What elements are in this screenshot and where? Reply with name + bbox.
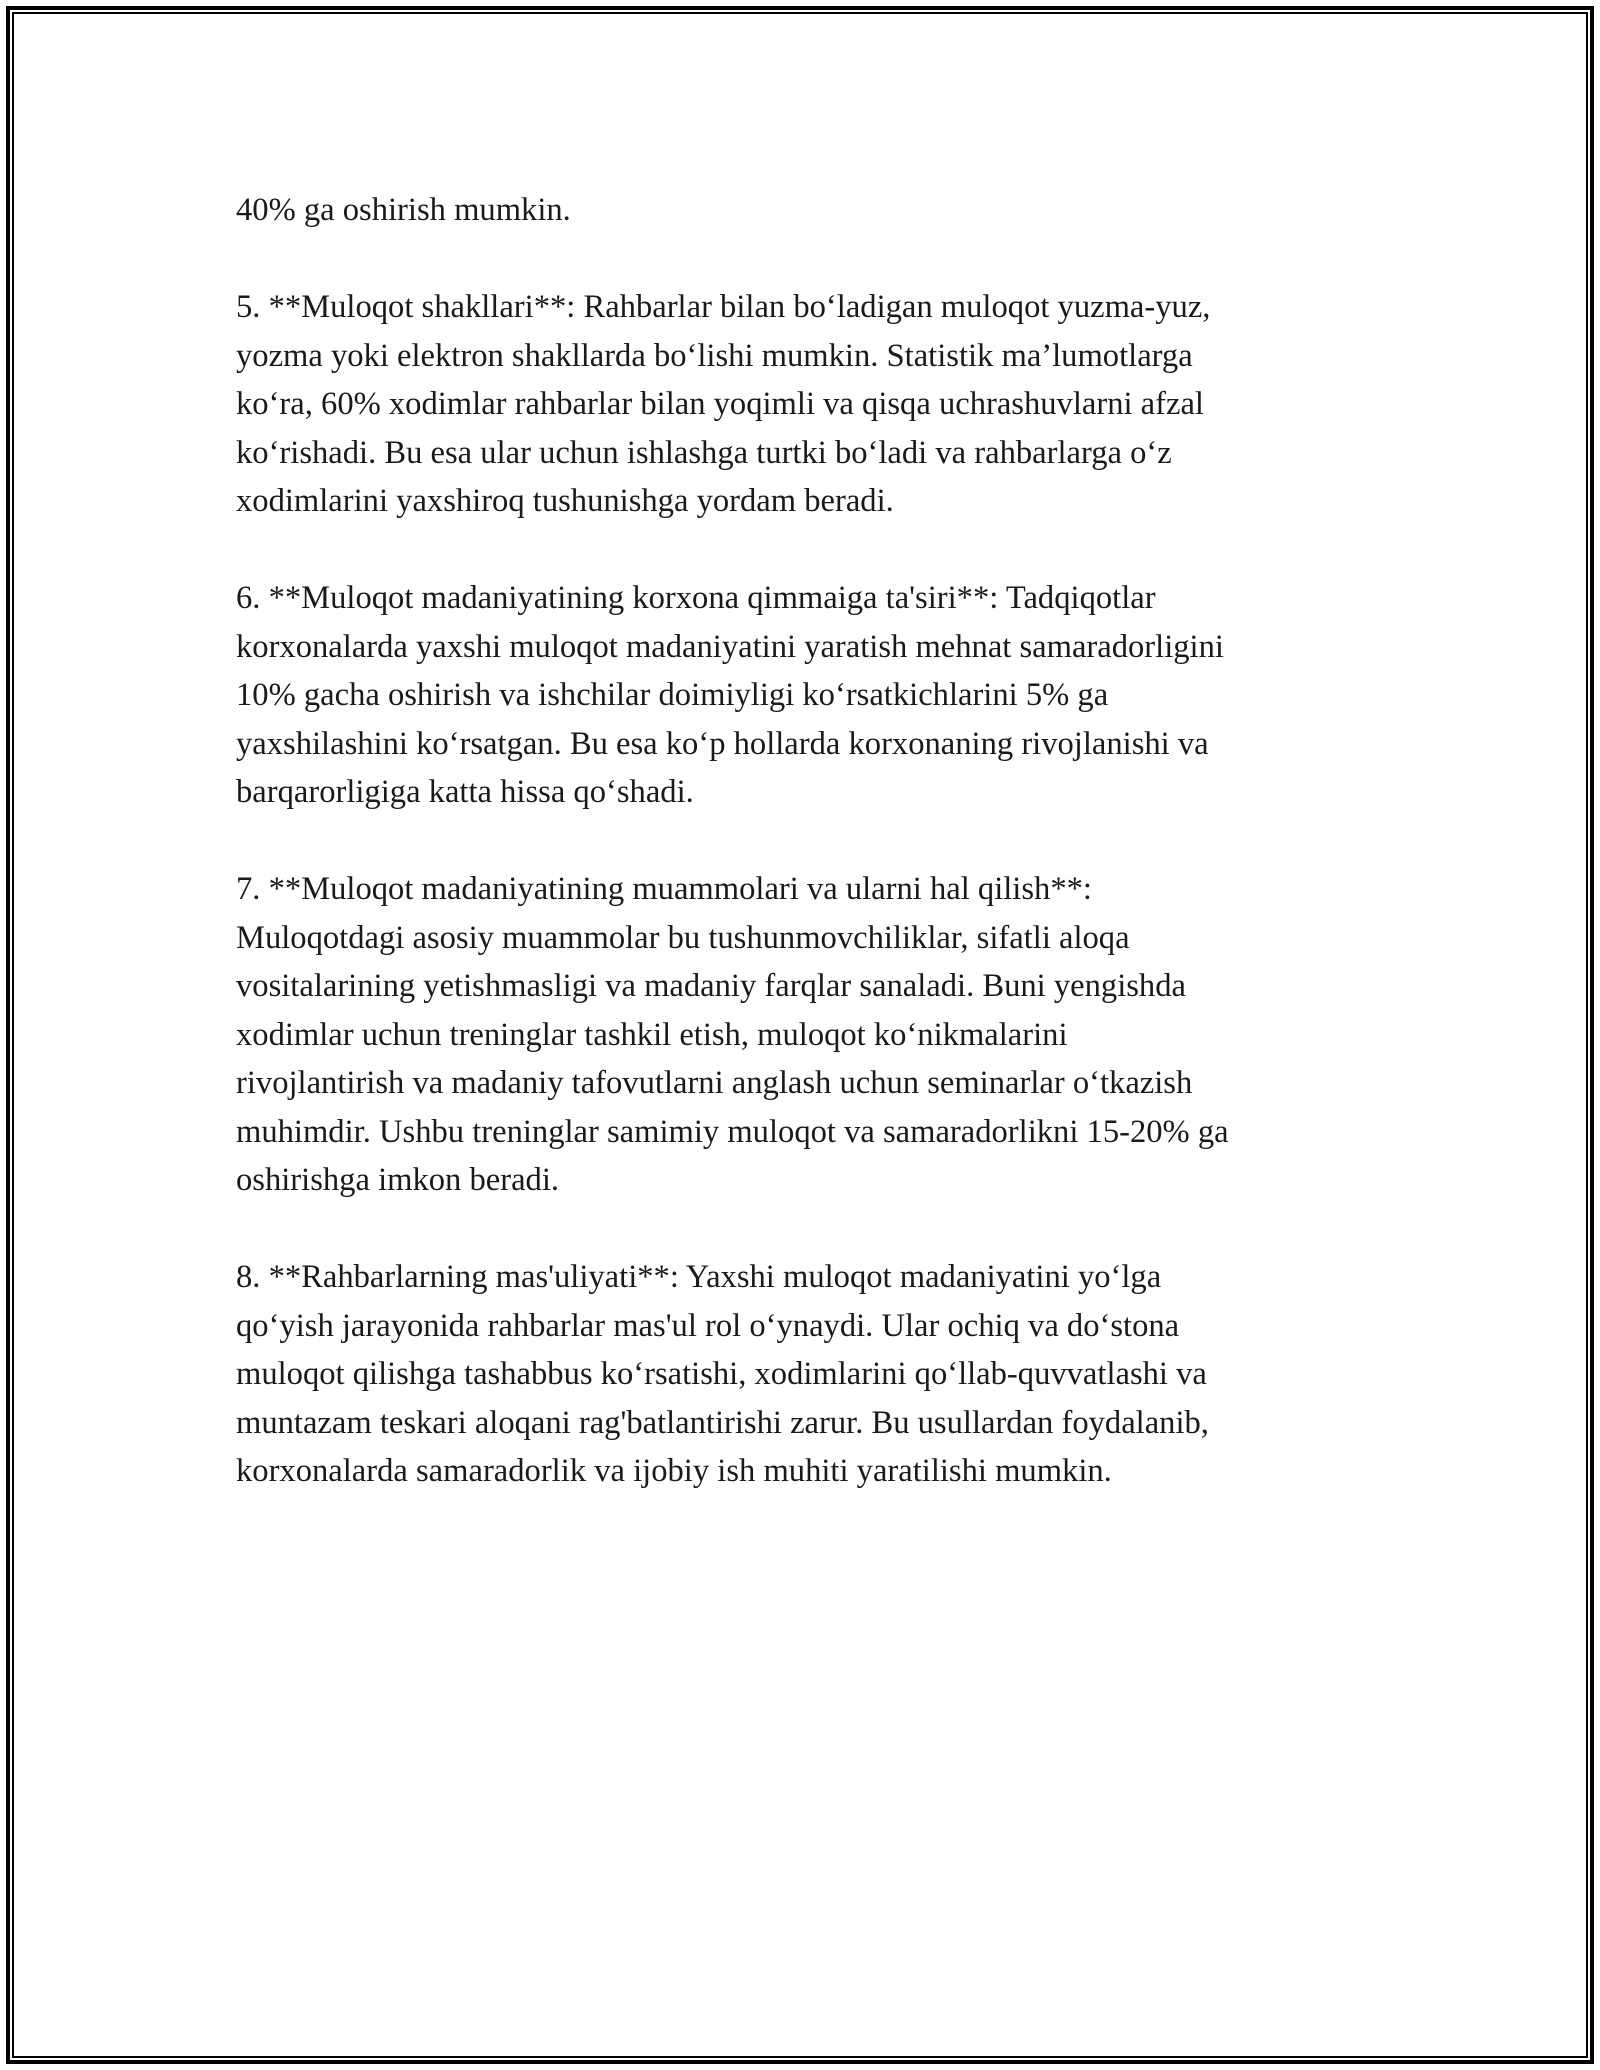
text-line: Muloqotdagi asosiy muammolar bu tushunmovchiliklar, sifatli aloqa <box>236 919 1130 956</box>
text-line: xodimlar uchun treninglar tashkil etish, muloqot ko‘nikmalarini <box>236 1016 1068 1053</box>
paragraph-item-5 <box>236 283 1376 526</box>
text-line: yozma yoki elektron shakllarda bo‘lishi mumkin. Statistik ma’lumotlarga <box>236 337 1193 374</box>
text-line: muhimdir. Ushbu treninglar samimiy muloqot va samaradorlikni 15-20% ga <box>236 1113 1229 1150</box>
text-line: 40% ga oshirish mumkin. <box>236 192 571 228</box>
paragraph-item-7 <box>236 865 1376 1205</box>
text-line: rivojlantirish va madaniy tafovutlarni anglash uchun seminarlar o‘tkazish <box>236 1065 1193 1101</box>
paragraph-continuation <box>236 186 1376 235</box>
text-line: ko‘ra, 60% xodimlar rahbarlar bilan yoqimli va qisqa uchrashuvlarni afzal <box>236 386 1204 422</box>
text-line: 7. **Muloqot madaniyatining muammolari va ularni hal qilish**: <box>236 871 1092 907</box>
text-line: qo‘yish jarayonida rahbarlar mas'ul rol o‘ynaydi. Ular ochiq va do‘stona <box>236 1307 1180 1344</box>
text-line: 8. **Rahbarlarning mas'uliyati**: Yaxshi muloqot madaniyatini yo‘lga <box>236 1259 1162 1295</box>
text-line: xodimlarini yaxshiroq tushunishga yordam beradi. <box>236 483 894 519</box>
text-line: ko‘rishadi. Bu esa ular uchun ishlashga turtki bo‘ladi va rahbarlarga o‘z <box>236 434 1172 471</box>
text-line: muloqot qilishga tashabbus ko‘rsatishi, xodimlarini qo‘llab-quvvatlashi va <box>236 1356 1207 1392</box>
text-line: korxonalarda yaxshi muloqot madaniyatini yaratish mehnat samaradorligini <box>236 628 1224 665</box>
text-line: 10% gacha oshirish va ishchilar doimiyligi ko‘rsatkichlarini 5% ga <box>236 677 1109 713</box>
text-line: 6. **Muloqot madaniyatining korxona qimmaiga ta'siri**: Tadqiqotlar <box>236 580 1156 616</box>
text-line: vositalarining yetishmasligi va madaniy farqlar sanaladi. Buni yengishda <box>236 968 1186 1004</box>
paragraph-item-6 <box>236 574 1376 817</box>
document-body <box>236 186 1376 1544</box>
text-line: korxonalarda samaradorlik va ijobiy ish muhiti yaratilishi mumkin. <box>236 1453 1112 1489</box>
text-line: barqarorligiga katta hissa qo‘shadi. <box>236 774 694 810</box>
text-line: muntazam teskari aloqani rag'batlantirishi zarur. Bu usullardan foydalanib, <box>236 1404 1209 1441</box>
text-line: 5. **Muloqot shakllari**: Rahbarlar bilan bo‘ladigan muloqot yuzma-yuz, <box>236 289 1211 325</box>
text-line: oshirishga imkon beradi. <box>236 1162 560 1198</box>
paragraph-item-8 <box>236 1253 1376 1496</box>
text-line: yaxshilashini ko‘rsatgan. Bu esa ko‘p hollarda korxonaning rivojlanishi va <box>236 725 1209 762</box>
